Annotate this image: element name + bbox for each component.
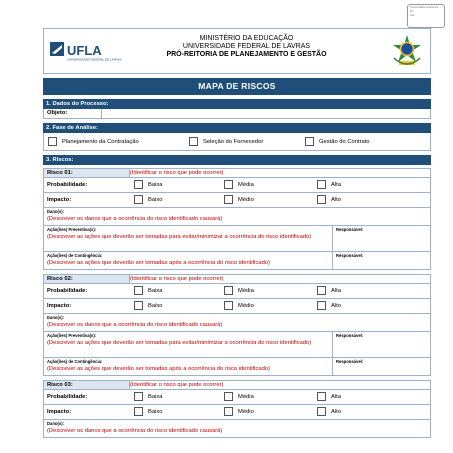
preventivas-label: Ação(ões) Preventiva(s):: [47, 227, 97, 232]
level-label: Média: [238, 287, 254, 294]
checkbox[interactable]: [317, 180, 326, 189]
level-label: Médio: [238, 302, 254, 309]
imp-medio-option[interactable]: [224, 195, 254, 204]
risk-01-probabilidade-row: [43, 178, 431, 193]
contingencia-hint[interactable]: (Descrever as ações que deverão ser tomadas após a ocorrência do risco identificado): [47, 366, 270, 372]
imp-baixo-option[interactable]: [134, 195, 163, 204]
risk-label: Risco 02:: [44, 275, 130, 283]
level-label: Alto: [331, 408, 341, 415]
objeto-label: Objeto:: [47, 110, 68, 116]
brazil-coat-of-arms: [390, 34, 424, 68]
risk-01-header: [43, 168, 431, 178]
section-riscos: 3. Riscos:: [43, 155, 431, 165]
danos-label: Dano(s):: [47, 209, 64, 214]
prob-baixa-option[interactable]: [134, 392, 163, 401]
form-page: [43, 28, 431, 438]
level-label: Alta: [331, 181, 341, 188]
risk-02-danos: [43, 314, 431, 332]
responsavel-label: Responsável:: [336, 359, 364, 364]
risk-hint[interactable]: (Identificar o risco que pode ocorrer): [130, 170, 224, 176]
risk-01-preventivas: [43, 226, 431, 252]
level-label: Baixo: [148, 408, 163, 415]
risk-02-probabilidade-row: [43, 284, 431, 299]
fase-option-label: Planejamento da Contratação: [62, 138, 139, 145]
preventivas-label: Ação(ões) Preventiva(s):: [47, 333, 97, 338]
prob-baixa-option[interactable]: [134, 180, 163, 189]
fase-option-label: Seleção do Fornecedor: [203, 138, 264, 145]
page-title: MAPA DE RISCOS: [43, 78, 431, 95]
risk-03-probabilidade-row: [43, 390, 431, 405]
risk-02-preventivas: [43, 332, 431, 358]
fase-option-selecao[interactable]: [189, 137, 263, 146]
level-label: Média: [238, 181, 254, 188]
risk-03-danos: [43, 420, 431, 438]
section-fase-analise: 2. Fase de Análise:: [43, 123, 431, 133]
checkbox[interactable]: [224, 301, 233, 310]
ministry-name: MINISTÉRIO DA EDUCAÇÃO: [199, 35, 294, 42]
svg-text:UFLA: UFLA: [67, 43, 102, 58]
risk-hint[interactable]: (Identificar o risco que pode ocorrer): [130, 382, 224, 388]
imp-alto-option[interactable]: [317, 407, 341, 416]
checkbox[interactable]: [317, 286, 326, 295]
responsavel-label: Responsável:: [336, 227, 364, 232]
preventivas-hint[interactable]: (Descrever as ações que deverão ser tomadas para evitar/minimizar a ocorrência do risco identificado): [47, 340, 312, 346]
level-label: Média: [238, 393, 254, 400]
responsavel-cell[interactable]: [332, 358, 430, 375]
responsavel-cell[interactable]: [332, 226, 430, 251]
checkbox[interactable]: [224, 180, 233, 189]
stamp-line-2: Fls: [410, 10, 414, 13]
checkbox[interactable]: [224, 392, 233, 401]
risk-02-header: [43, 274, 431, 284]
imp-alto-option[interactable]: [317, 195, 341, 204]
risk-03-impacto-row: [43, 405, 431, 420]
danos-hint[interactable]: (Descrever os danos que a ocorrência do risco identificado causará): [47, 428, 223, 434]
level-label: Baixo: [148, 302, 163, 309]
risk-02-impacto-row: [43, 299, 431, 314]
svg-text:UNIVERSIDADE FEDERAL DE LAVRAS: UNIVERSIDADE FEDERAL DE LAVRAS: [67, 57, 122, 62]
objeto-field[interactable]: [101, 109, 430, 118]
contingencia-label: Ação(ões) de Contingência:: [47, 359, 103, 364]
impacto-label: Impacto:: [47, 303, 72, 309]
office-name: PRÓ-REITORIA DE PLANEJAMENTO E GESTÃO: [166, 51, 327, 58]
imp-medio-option[interactable]: [224, 407, 254, 416]
level-label: Alta: [331, 287, 341, 294]
impacto-label: Impacto:: [47, 197, 72, 203]
fase-option-gestao[interactable]: [305, 137, 370, 146]
ufla-logo: [50, 40, 128, 62]
level-label: Baixa: [148, 181, 163, 188]
prob-alta-option[interactable]: [317, 286, 341, 295]
preventivas-hint[interactable]: (Descrever as ações que deverão ser tomadas para evitar/minimizar a ocorrência do risco identificado): [47, 234, 312, 240]
impacto-label: Impacto:: [47, 409, 72, 415]
danos-label: Dano(s):: [47, 315, 64, 320]
fase-option-label: Gestão do Contrato: [319, 138, 370, 145]
imp-alto-option[interactable]: [317, 301, 341, 310]
level-label: Médio: [238, 196, 254, 203]
checkbox[interactable]: [189, 137, 198, 146]
responsavel-cell[interactable]: [332, 252, 430, 269]
checkbox[interactable]: [134, 286, 143, 295]
level-label: Baixa: [148, 287, 163, 294]
probabilidade-label: Probabilidade:: [47, 182, 88, 188]
imp-baixo-option[interactable]: [134, 407, 163, 416]
university-name: UNIVERSIDADE FEDERAL DE LAVRAS: [182, 43, 311, 50]
imp-baixo-option[interactable]: [134, 301, 163, 310]
probabilidade-label: Probabilidade:: [47, 394, 88, 400]
prob-alta-option[interactable]: [317, 392, 341, 401]
objeto-row: [43, 109, 431, 119]
checkbox[interactable]: [317, 392, 326, 401]
fase-option-planejamento[interactable]: [48, 137, 139, 146]
section-dados-processo: 1. Dados do Processo:: [43, 99, 431, 109]
header-text: [139, 35, 354, 59]
prob-media-option[interactable]: [224, 392, 254, 401]
checkbox[interactable]: [317, 407, 326, 416]
risk-hint[interactable]: (Identificar o risco que pode ocorrer): [130, 276, 224, 282]
level-label: Alto: [331, 302, 341, 309]
risk-01-contingencia: [43, 252, 431, 270]
probabilidade-label: Probabilidade:: [47, 288, 88, 294]
stamp-line-3: Ass.: [410, 14, 416, 17]
responsavel-label: Responsável:: [336, 253, 364, 258]
risk-03-header: [43, 380, 431, 390]
level-label: Baixa: [148, 393, 163, 400]
danos-label: Dano(s):: [47, 421, 64, 426]
risk-label: Risco 03:: [44, 381, 130, 389]
checkbox[interactable]: [224, 286, 233, 295]
stamp-line-1: Universidade Federal de: [410, 6, 439, 9]
level-label: Baixo: [148, 196, 163, 203]
checkbox[interactable]: [134, 407, 143, 416]
checkbox[interactable]: [134, 301, 143, 310]
checkbox[interactable]: [305, 137, 314, 146]
protocol-stamp: [407, 4, 445, 28]
checkbox[interactable]: [224, 407, 233, 416]
checkbox[interactable]: [134, 392, 143, 401]
level-label: Alta: [331, 393, 341, 400]
checkbox[interactable]: [48, 137, 57, 146]
risk-02-contingencia: [43, 358, 431, 376]
contingencia-hint[interactable]: (Descrever as ações que deverão ser tomadas após a ocorrência do risco identificado): [47, 260, 270, 266]
responsavel-label: Responsável:: [336, 333, 364, 338]
checkbox[interactable]: [317, 301, 326, 310]
level-label: Médio: [238, 408, 254, 415]
prob-media-option[interactable]: [224, 286, 254, 295]
imp-medio-option[interactable]: [224, 301, 254, 310]
checkbox[interactable]: [134, 180, 143, 189]
responsavel-cell[interactable]: [332, 332, 430, 357]
prob-alta-option[interactable]: [317, 180, 341, 189]
risk-01-danos: [43, 208, 431, 226]
danos-hint[interactable]: (Descrever os danos que a ocorrência do risco identificado causará): [47, 322, 223, 328]
contingencia-label: Ação(ões) de Contingência:: [47, 253, 103, 258]
prob-baixa-option[interactable]: [134, 286, 163, 295]
checkbox[interactable]: [317, 195, 326, 204]
checkbox[interactable]: [134, 195, 143, 204]
form-header: [43, 28, 431, 74]
danos-hint[interactable]: (Descrever os danos que a ocorrência do risco identificado causará): [47, 216, 223, 222]
checkbox[interactable]: [224, 195, 233, 204]
fase-options-row: [43, 133, 431, 151]
level-label: Alto: [331, 196, 341, 203]
risk-01-impacto-row: [43, 193, 431, 208]
risk-label: Risco 01:: [44, 169, 130, 177]
prob-media-option[interactable]: [224, 180, 254, 189]
